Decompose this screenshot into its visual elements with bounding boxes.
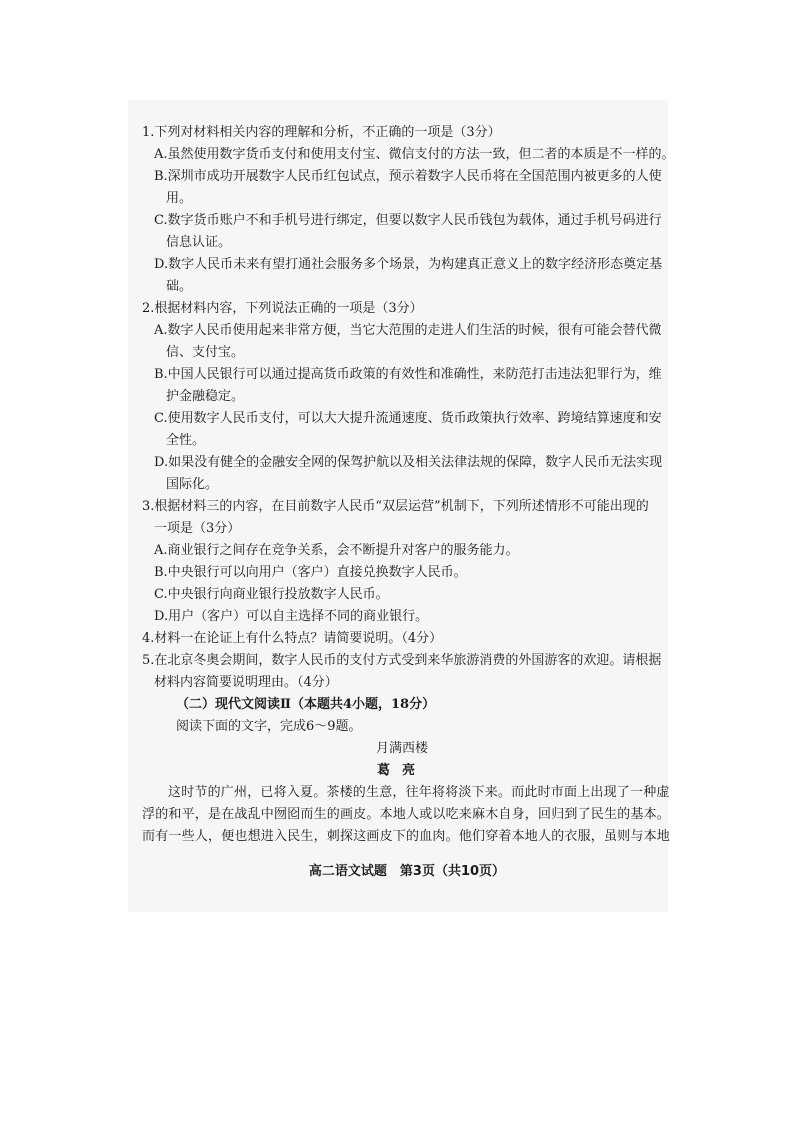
question-1-option-c: C.数字货币账户不和手机号进行绑定，但要以数字人民币钱包为载体，通过手机号码进行 [154, 213, 662, 228]
question-1-option-a: A.虽然使用数字货币支付和使用支付宝、微信支付的方法一致，但二者的本质是不一样的。 [154, 147, 675, 162]
question-1-option-c-cont: 信息认证。 [166, 235, 232, 250]
question-3-option-d: D.用户（客户）可以自主选择不同的商业银行。 [154, 609, 429, 624]
question-4-stem: 4.材料一在论证上有什么特点？请简要说明。（4分） [142, 631, 443, 646]
page-footer: 高二语文试题 第3页（共10页） [308, 864, 506, 879]
article-paragraph-line: 而有一些人，便也想进入民生，刺探这画皮下的血肉。他们穿着本地人的衣服，虽则与本地 [142, 829, 671, 844]
article-author: 葛亮 [376, 763, 427, 778]
question-3-option-c: C.中央银行向商业银行投放数字人民币。 [154, 587, 389, 602]
question-2-option-c-cont: 全性。 [166, 433, 206, 448]
question-2-option-d: D.如果没有健全的金融安全网的保驾护航以及相关法律法规的保障，数字人民币无法实现 [154, 455, 663, 470]
article-title: 月满西楼 [375, 741, 428, 756]
question-3-stem-cont: 一项是（3分） [154, 521, 241, 536]
question-2-option-d-cont: 国际化。 [166, 477, 219, 492]
question-3-option-a: A.商业银行之间存在竞争关系，会不断提升对客户的服务能力。 [154, 543, 519, 558]
question-2-option-a-cont: 信、支付宝。 [166, 345, 245, 360]
article-paragraph-line: 这时节的广州，已将入夏。茶楼的生意，往年将将淡下来。而此时市面上出现了一种虚 [168, 785, 670, 800]
question-1-option-b: B.深圳市成功开展数字人民币红包试点，预示着数字人民币将在全国范围内被更多的人使 [154, 169, 662, 184]
question-2-option-a: A.数字人民币使用起来非常方便，当它大范围的走进人们生活的时候，很有可能会替代微 [154, 323, 662, 338]
question-3-option-b: B.中央银行可以向用户（客户）直接兑换数字人民币。 [154, 565, 467, 580]
section-heading: （二）现代文阅读Ⅱ（本题共4小题，18分） [176, 697, 436, 712]
question-3-stem: 3.根据材料三的内容，在目前数字人民币“双层运营”机制下，下列所述情形不可能出现的 [142, 499, 649, 514]
article-paragraph-line: 浮的和平，是在战乱中囫囵而生的画皮。本地人或以吃来麻木自身，回归到了民生的基本。 [142, 807, 671, 822]
question-2-option-b: B.中国人民银行可以通过提高货币政策的有效性和准确性，来防范打击违法犯罪行为，维 [154, 367, 662, 382]
question-1-option-d: D.数字人民币未来有望打通社会服务多个场景，为构建真正意义上的数字经济形态奠定基 [154, 257, 663, 272]
question-5-stem: 5.在北京冬奥会期间，数字人民币的支付方式受到来华旅游消费的外国游客的欢迎。请根据 [142, 653, 662, 668]
question-2-stem: 2.根据材料内容，下列说法正确的一项是（3分） [142, 301, 423, 316]
section-instruction: 阅读下面的文字，完成6～9题。 [176, 719, 362, 734]
exam-content [142, 122, 675, 848]
question-1-stem: 1.下列对材料相关内容的理解和分析，不正确的一项是（3分） [142, 125, 501, 140]
question-1-option-d-cont: 础。 [166, 279, 193, 294]
question-1-option-b-cont: 用。 [166, 191, 193, 206]
question-2-option-c: C.使用数字人民币支付，可以大大提升流通速度、货币政策执行效率、跨境结算速度和安 [154, 411, 662, 426]
question-5-stem-cont: 材料内容简要说明理由。（4分） [154, 675, 338, 690]
question-2-option-b-cont: 护金融稳定。 [166, 389, 245, 404]
